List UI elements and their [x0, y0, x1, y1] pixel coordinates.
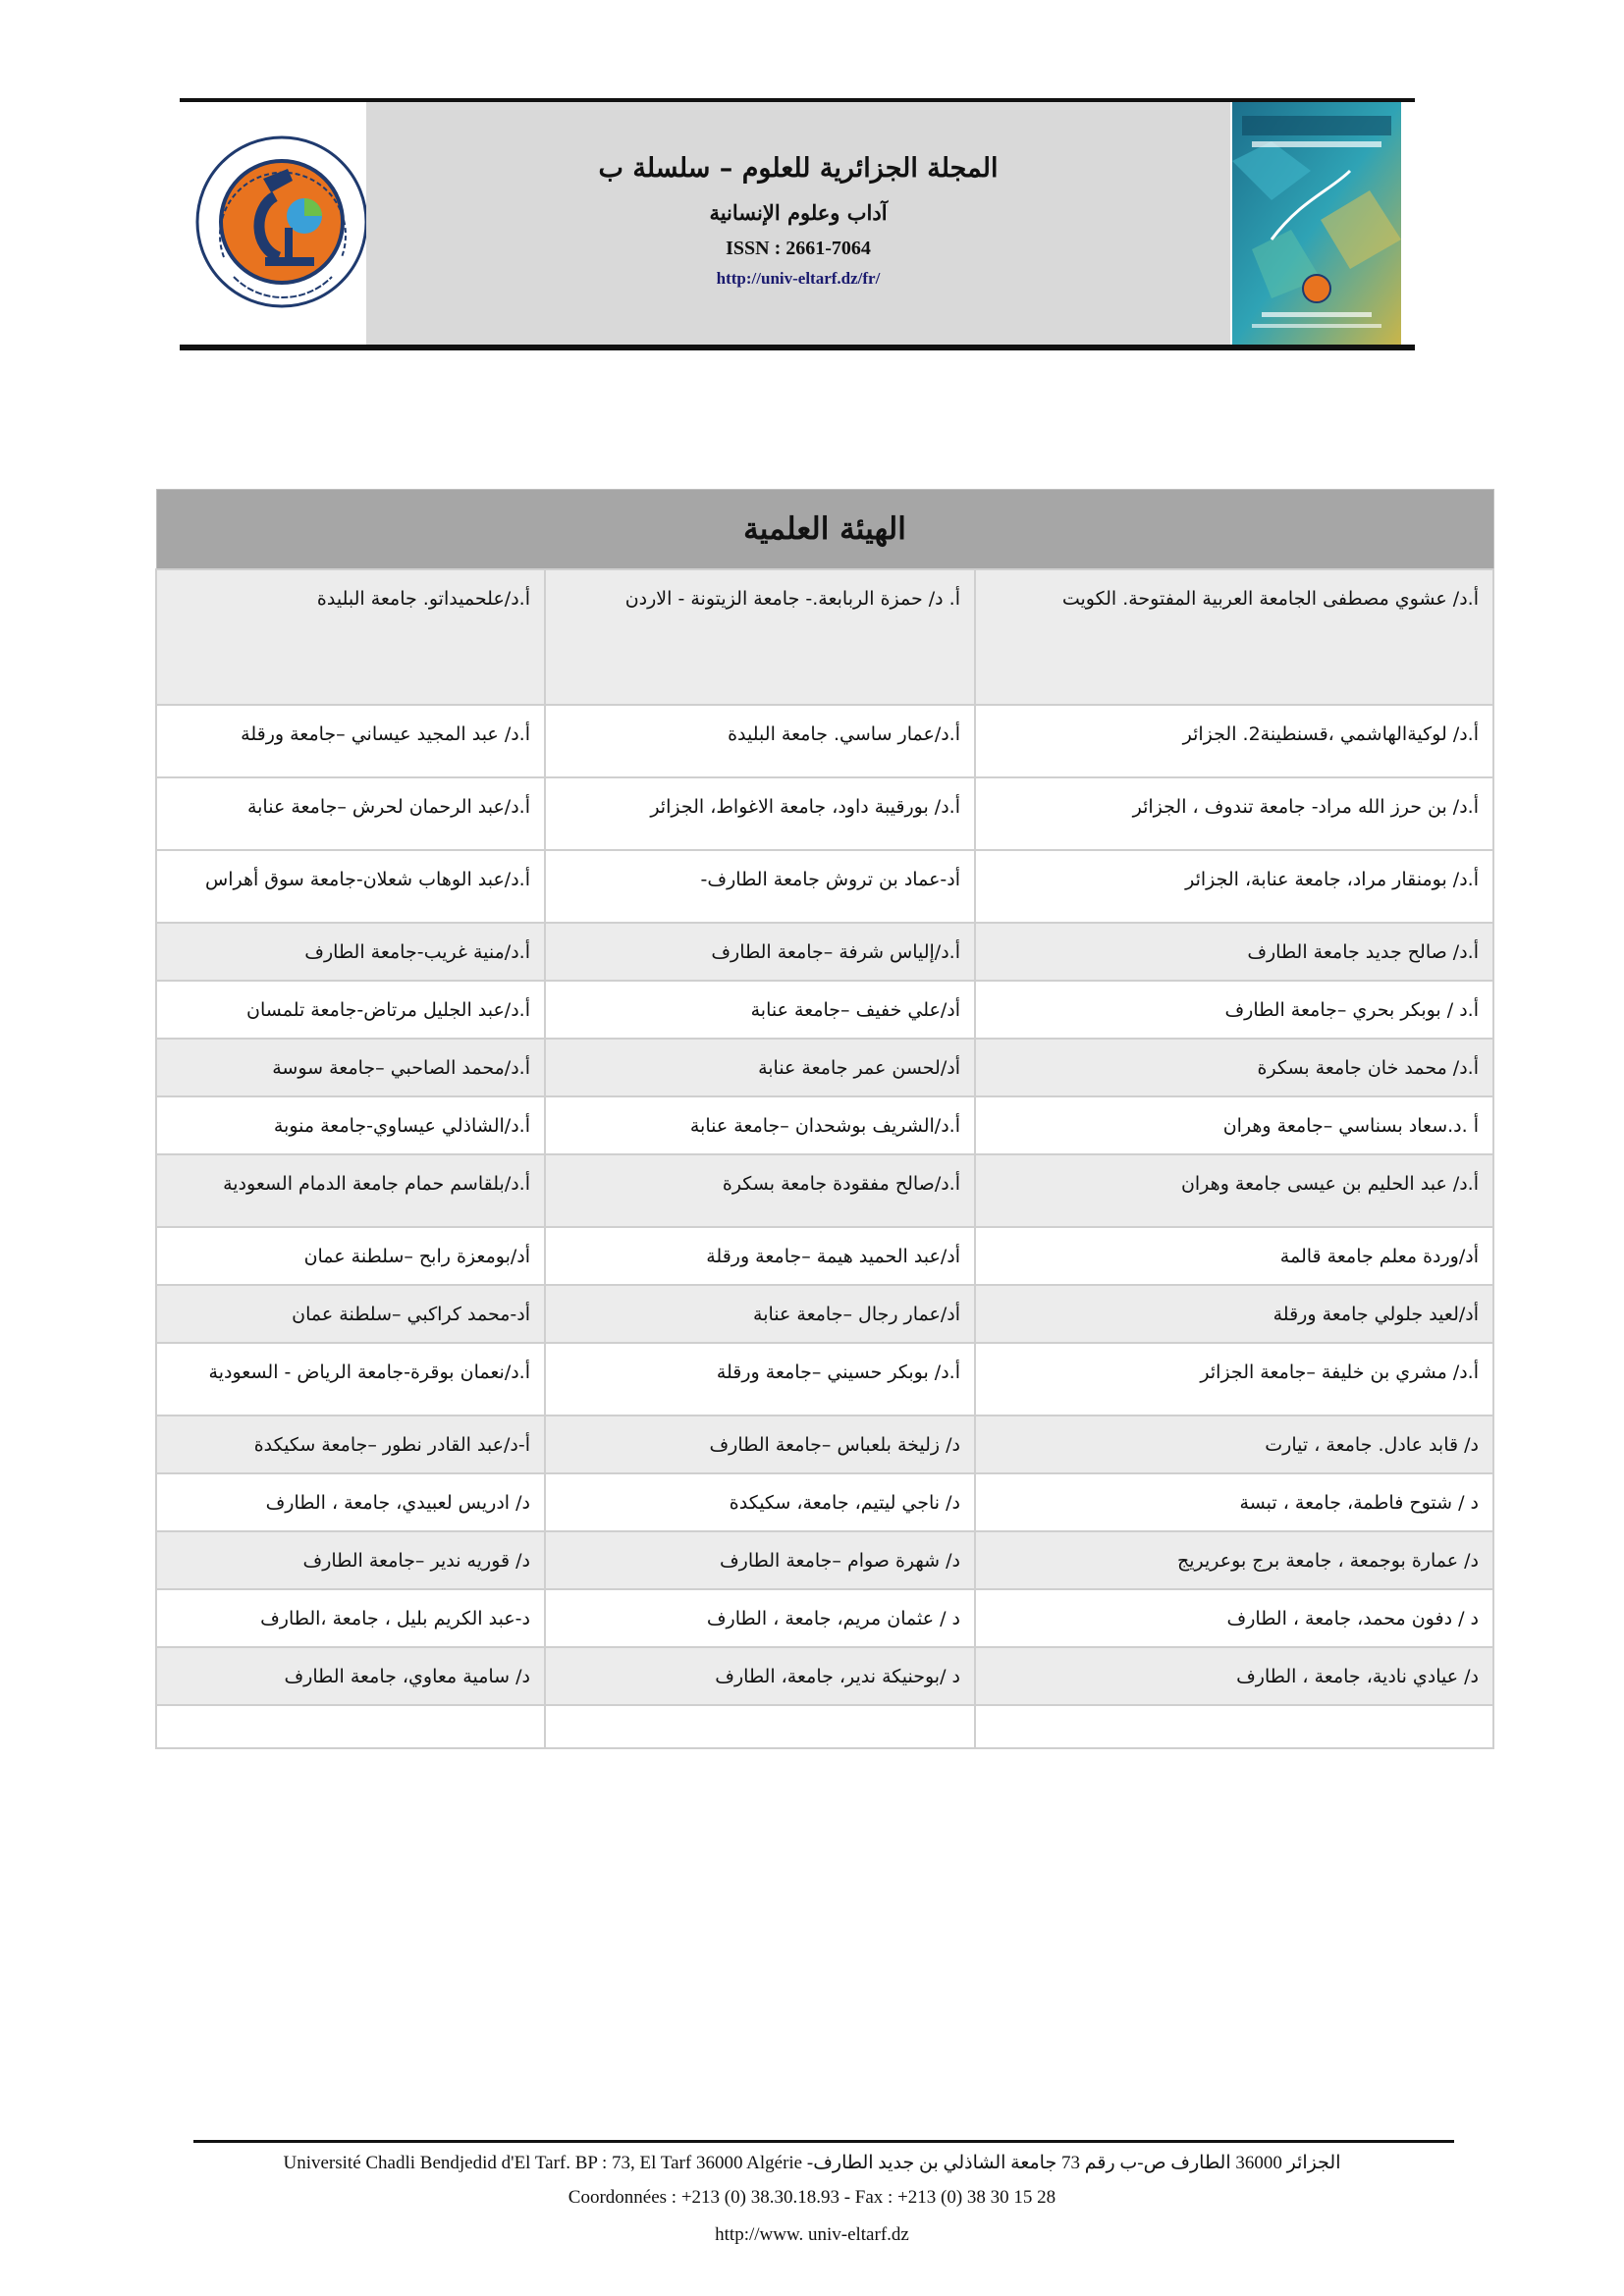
board-member-cell: أد-محمد كراكبي –سلطنة عمان — [156, 1285, 545, 1343]
journal-header — [366, 102, 1230, 345]
board-member-cell: أد/بومعزة رابح –سلطنة عمان — [156, 1227, 545, 1285]
board-member-cell: أ.د/محمد الصاحبي –جامعة سوسة — [156, 1039, 545, 1096]
footer-website[interactable]: http://www. univ-eltarf.dz — [715, 2224, 909, 2245]
board-member-cell: أ.د/الشاذلي عيساوي-جامعة منوبة — [156, 1096, 545, 1154]
board-row — [156, 1473, 1493, 1531]
board-member-cell: أ.د/صالح مفقودة جامعة بسكرة — [545, 1154, 975, 1227]
board-member-cell: أ.د/عبد الوهاب شعلان-جامعة سوق أهراس — [156, 850, 545, 923]
board-member-cell: أ.د/الشريف بوشحدان –جامعة عنابة — [545, 1096, 975, 1154]
board-member-cell — [156, 1705, 545, 1748]
journal-logo — [194, 110, 369, 334]
board-member-cell: أ.د/عبد الرحمان لحرش –جامعة عنابة — [156, 777, 545, 850]
board-member-cell: أ. د/ حمزة الربابعة.- جامعة الزيتونة - الاردن — [545, 569, 975, 705]
board-body — [156, 569, 1493, 1748]
board-row — [156, 1154, 1493, 1227]
board-member-cell: د/ عمارة بوجمعة ، جامعة برج بوعريريج — [975, 1531, 1493, 1589]
board-heading: الهيئة العلمية — [156, 490, 1493, 570]
board-member-cell: أ.د/ عشوي مصطفى الجامعة العربية المفتوحة. الكويت — [975, 569, 1493, 705]
board-member-cell: د / عثمان مريم، جامعة ، الطارف — [545, 1589, 975, 1647]
board-row — [156, 1531, 1493, 1589]
footer-contact: Coordonnées : +213 (0) 38.30.18.93 - Fax : +213 (0) 38 30 15 28 — [568, 2187, 1056, 2208]
board-row — [156, 1227, 1493, 1285]
board-member-cell: أ.د/عبد الجليل مرتاض-جامعة تلمسان — [156, 981, 545, 1039]
board-member-cell: أ .د.سعاد بسناسي –جامعة وهران — [975, 1096, 1493, 1154]
board-row — [156, 981, 1493, 1039]
board-member-cell: أ.د/ بوبكر حسيني –جامعة ورقلة — [545, 1343, 975, 1415]
board-member-cell: د/ قوريه ندير –جامعة الطارف — [156, 1531, 545, 1589]
board-member-cell: أد/عبد الحميد هيمة –جامعة ورقلة — [545, 1227, 975, 1285]
board-row — [156, 1647, 1493, 1705]
board-member-cell: د / دفون محمد، جامعة ، الطارف — [975, 1589, 1493, 1647]
board-member-cell: د/ عيادي نادية، جامعة ، الطارف — [975, 1647, 1493, 1705]
board-member-cell: أ.د/ عبد الحليم بن عيسى جامعة وهران — [975, 1154, 1493, 1227]
board-member-cell: أد-عماد بن تروش جامعة الطارف- — [545, 850, 975, 923]
board-row — [156, 569, 1493, 705]
board-member-cell: أ.د/ مشري بن خليفة –جامعة الجزائر — [975, 1343, 1493, 1415]
board-row — [156, 850, 1493, 923]
board-member-cell — [545, 1705, 975, 1748]
footer-address: Université Chadli Bendjedid d'El Tarf. BP : 73, El Tarf 36000 Algérie -الجزائر 36000 الطارف ص-ب رقم 73 جامعة الشاذلي بن جديد الطارف — [283, 2153, 1341, 2173]
board-member-cell: أد/علي خفيف –جامعة عنابة — [545, 981, 975, 1039]
board-member-cell: د-عبد الكريم بليل ، جامعة ،الطارف — [156, 1589, 545, 1647]
board-member-cell: أ.د/منية غريب-جامعة الطارف — [156, 923, 545, 981]
journal-cover-image — [1232, 102, 1401, 345]
board-member-cell: أد/لحسن عمر جامعة عنابة — [545, 1039, 975, 1096]
header-bottom-rule — [180, 345, 1415, 350]
board-member-cell: أ.د/نعمان بوقرة-جامعة الرياض - السعودية — [156, 1343, 545, 1415]
board-row — [156, 777, 1493, 850]
board-member-cell: أد/لعيد جلولي جامعة ورقلة — [975, 1285, 1493, 1343]
board-member-cell: أ.د/علحميداتو. جامعة البليدة — [156, 569, 545, 705]
journal-issn: ISSN : 2661-7064 — [726, 238, 871, 259]
board-member-cell: أ.د/ بومنقار مراد، جامعة عنابة، الجزائر — [975, 850, 1493, 923]
board-member-cell: أد/وردة معلم جامعة قالمة — [975, 1227, 1493, 1285]
board-row — [156, 1096, 1493, 1154]
board-member-cell — [975, 1705, 1493, 1748]
board-member-cell: أ.د/ صالح جديد جامعة الطارف — [975, 923, 1493, 981]
board-member-cell: أ.د/ عبد المجيد عيساني –جامعة ورقلة — [156, 705, 545, 777]
board-row — [156, 1589, 1493, 1647]
board-member-cell: أ.د/ محمد خان جامعة بسكرة — [975, 1039, 1493, 1096]
board-member-cell: د/ سامية معاوي، جامعة الطارف — [156, 1647, 545, 1705]
board-row — [156, 705, 1493, 777]
board-member-cell: د/ قابد عادل. جامعة ، تيارت — [975, 1415, 1493, 1473]
board-member-cell: د/ ناجي ليتيم، جامعة، سكيكدة — [545, 1473, 975, 1531]
board-member-cell: أد/عمار رجال –جامعة عنابة — [545, 1285, 975, 1343]
board-member-cell: أ.د/ بن حرز الله مراد- جامعة تندوف ، الجزائر — [975, 777, 1493, 850]
board-member-cell: د /بوحنيكة ندير، جامعة، الطارف — [545, 1647, 975, 1705]
board-row — [156, 1039, 1493, 1096]
board-member-cell: أ.د/عمار ساسي. جامعة البليدة — [545, 705, 975, 777]
board-row — [156, 1705, 1493, 1748]
board-row — [156, 1343, 1493, 1415]
board-member-cell: أ.د/إلياس شرفة –جامعة الطارف — [545, 923, 975, 981]
board-row — [156, 923, 1493, 981]
board-member-cell: د / شتوح فاطمة، جامعة ، تبسة — [975, 1473, 1493, 1531]
board-member-cell: د/ شهرة صوام –جامعة الطارف — [545, 1531, 975, 1589]
board-member-cell: د/ زليخة بلعباس –جامعة الطارف — [545, 1415, 975, 1473]
journal-url[interactable]: http://univ-eltarf.dz/fr/ — [716, 269, 881, 288]
board-member-cell: د/ ادريس لعبيدي، جامعة ، الطارف — [156, 1473, 545, 1531]
board-member-cell: أ.د / بوبكر بحري –جامعة الطارف — [975, 981, 1493, 1039]
board-member-cell: أ.د/ لوكيةالهاشمي ،قسنطينة2. الجزائر — [975, 705, 1493, 777]
board-member-cell: أ.د/بلقاسم حمام جامعة الدمام السعودية — [156, 1154, 545, 1227]
journal-subtitle: آداب وعلوم الإنسانية — [709, 200, 888, 225]
board-row — [156, 1285, 1493, 1343]
board-row — [156, 1415, 1493, 1473]
journal-title: المجلة الجزائرية للعلوم – سلسلة ب — [598, 153, 999, 184]
board-member-cell: أ.د/ بورقيبة داود، جامعة الاغواط، الجزائر — [545, 777, 975, 850]
footer-rule — [193, 2140, 1454, 2143]
scientific-board-table — [155, 489, 1494, 1749]
board-member-cell: أ-د/عبد القادر نطور –جامعة سكيكدة — [156, 1415, 545, 1473]
